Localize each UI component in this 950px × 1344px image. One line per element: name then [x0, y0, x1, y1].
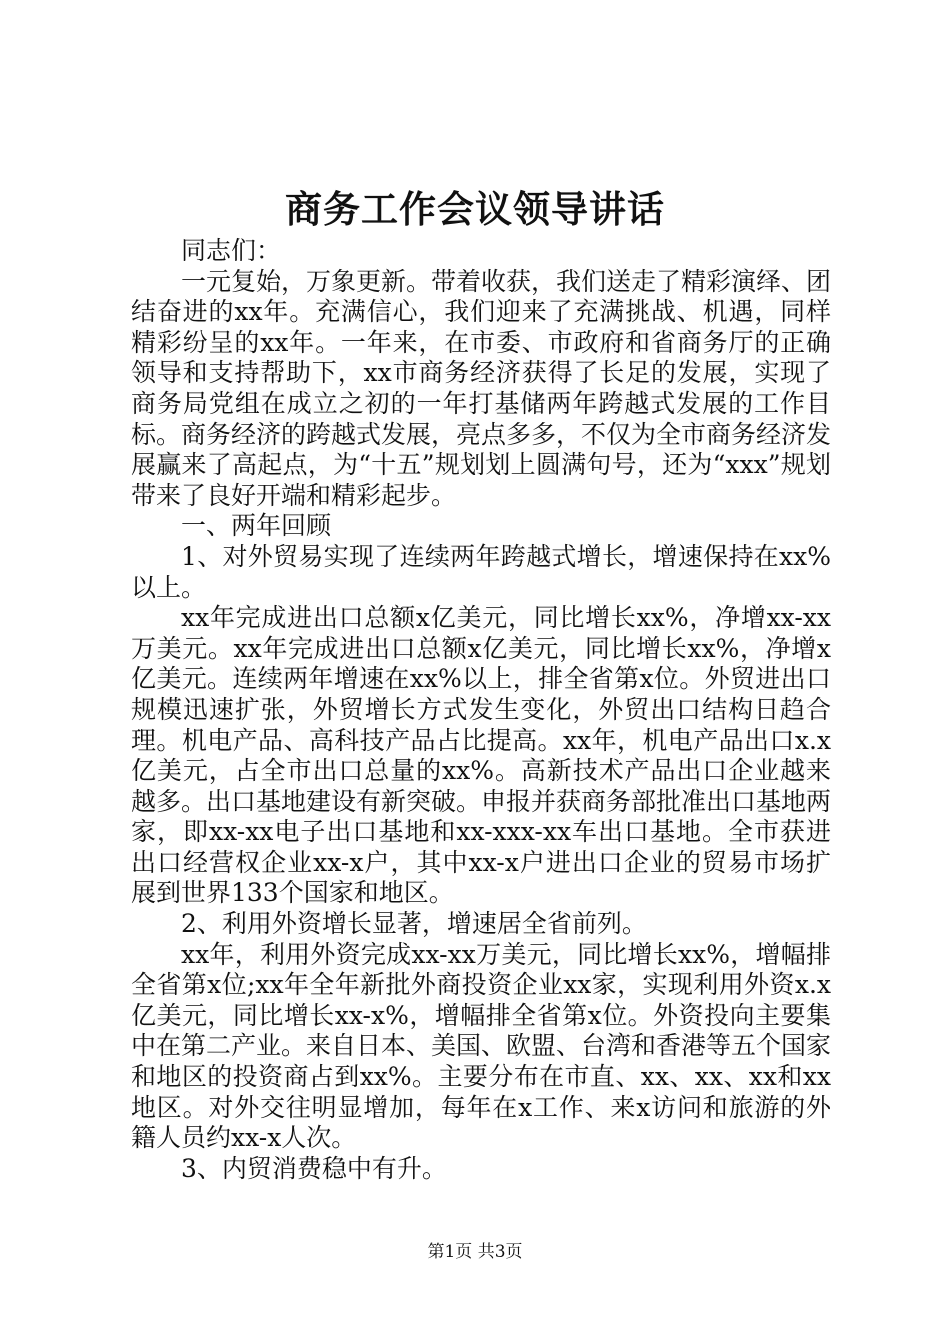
document-body [131, 236, 831, 1184]
paragraph: 2、利用外资增长显著，增速居全省前列。 [181, 909, 647, 939]
paragraph: xx年完成进出口总额x亿美元，同比增长xx%，净增xx-xx万美元。xx年完成进出口总额x亿美元，同比增长xx%，净增x亿美元。连续两年增速在xx%以上，排全省第x位。外贸进出口规模迅速扩张，外贸增长方式发生变化，外贸出口结构日趋合理。机电产品、高科技产品占比提高。xx年，机电产品出口x.x亿美元，占全市出口总量的xx%。高新技术产品出口企业越来越多。出口基地建设有新突破。申报并获商务部批准出口基地两家，即xx-xx电子出口基地和xx-xxx-xx车出口基地。全市获进出口经营权企业xx-x户，其中xx-x户进出口企业的贸易市场扩展到世界133个国家和地区。 [131, 603, 832, 908]
page-number: 第1页 共3页 [427, 1242, 523, 1262]
paragraph: 同志们： [181, 236, 282, 265]
paragraph: xx年，利用外资完成xx-xx万美元，同比增长xx%，增幅排全省第x位;xx年全年新批外商投资企业xx家，实现利用外资x.x亿美元，同比增长xx-x%，增幅排全省第x位。外资投向主要集中在第二产业。来自日本、美国、欧盟、台湾和香港等五个国家和地区的投资商占到xx%。主要分布在市直、xx、xx、xx和xx地区。对外交往明显增加，每年在x工作、来x访问和旅游的外籍人员约xx-x人次。 [131, 939, 832, 1153]
section-heading: 一、两年回顾 [181, 511, 332, 541]
paragraph: 一元复始，万象更新。带着收获，我们送走了精彩演绎、团结奋进的xx年。充满信心，我们迎来了充满挑战、机遇，同样精彩纷呈的xx年。一年来，在市委、市政府和省商务厅的正确领导和支持帮助下，xx市商务经济获得了长足的发展，实现了商务局党组在成立之初的一年打基储两年跨越式发展的工作目标。商务经济的跨越式发展，亮点多多，不仅为全市商务经济发展赢来了高起点，为“十五”规划划上圆满句号，还为“xxx”规划带来了良好开端和精彩起步。 [131, 266, 832, 510]
document-title: 商务工作会议领导讲话 [285, 187, 665, 231]
paragraph: 3、内贸消费稳中有升。 [181, 1153, 447, 1183]
paragraph: 1、对外贸易实现了连续两年跨越式增长，增速保持在xx%以上。 [131, 541, 831, 602]
